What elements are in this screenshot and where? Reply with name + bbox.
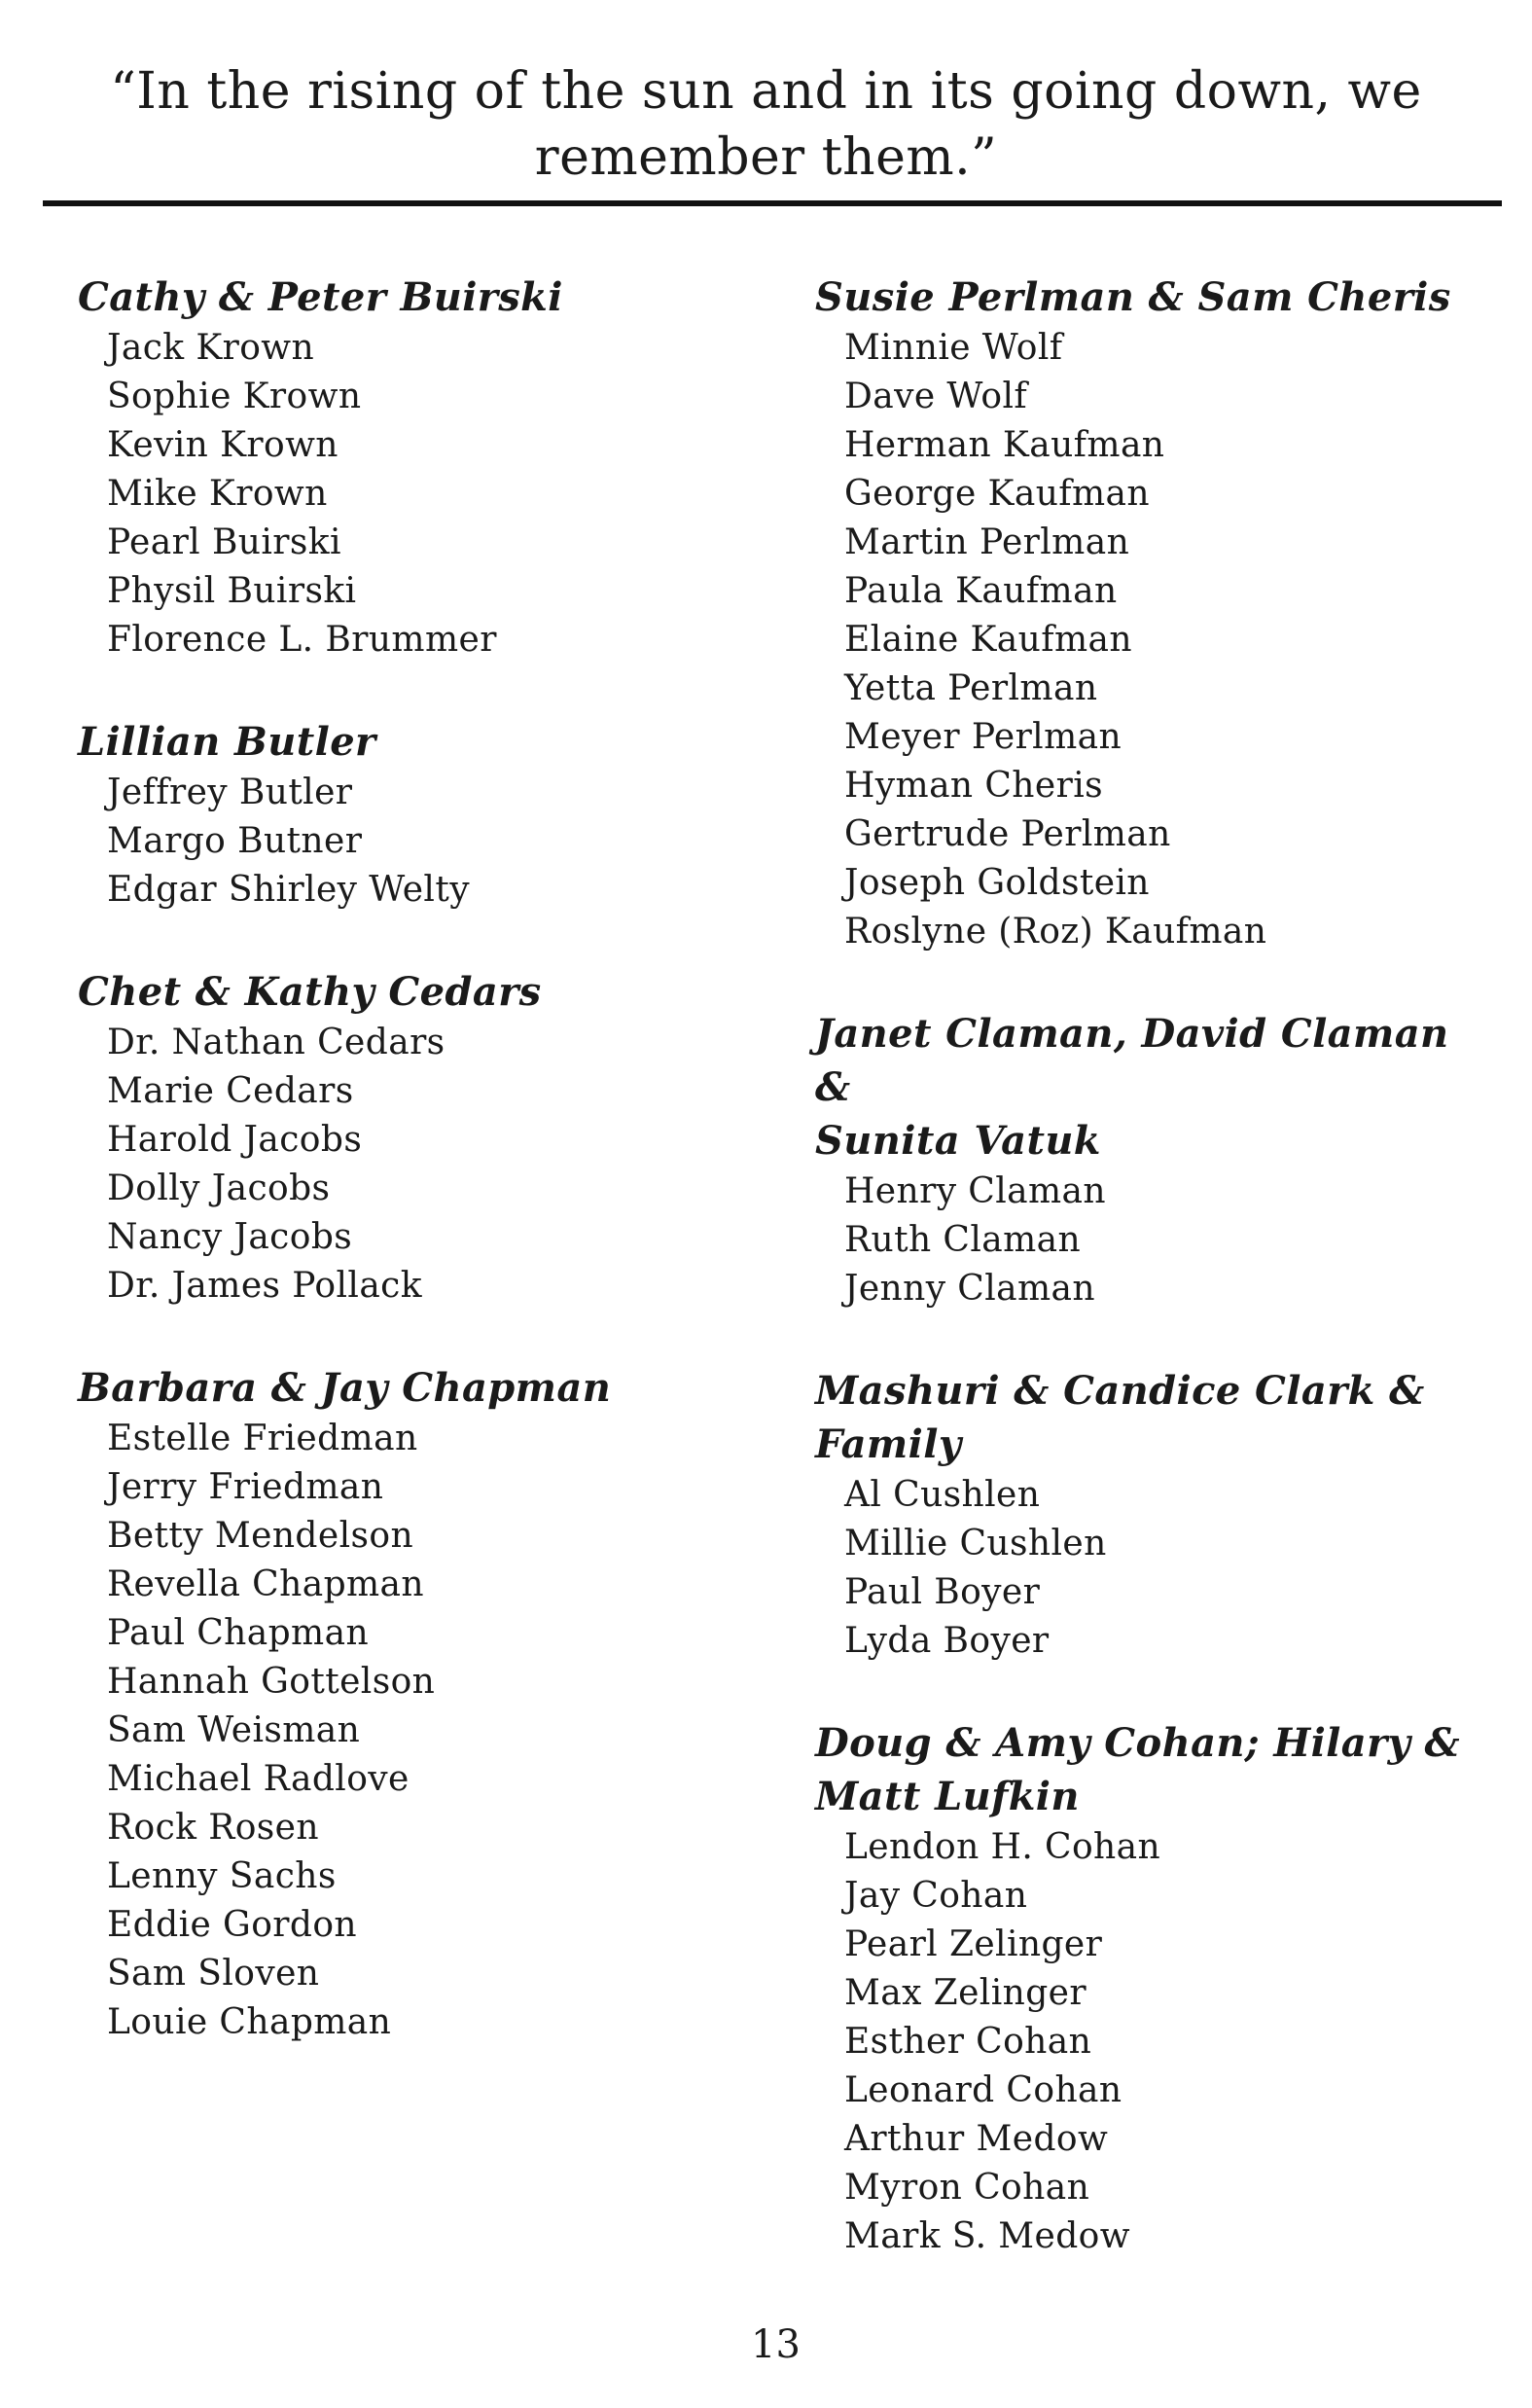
member-name: Jack Krown bbox=[107, 328, 315, 368]
header-divider bbox=[43, 200, 1502, 206]
member-name: George Kaufman bbox=[844, 474, 1150, 514]
member-name: Michael Radlove bbox=[107, 1759, 410, 1799]
member-name: Hyman Cheris bbox=[844, 766, 1103, 806]
group-title: Chet & Kathy Cedars bbox=[78, 969, 542, 1015]
member-name: Dolly Jacobs bbox=[107, 1168, 331, 1208]
member-name: Eddie Gordon bbox=[107, 1905, 357, 1945]
member-name: Jeffrey Butler bbox=[107, 773, 353, 812]
member-name: Joseph Goldstein bbox=[844, 863, 1150, 903]
member-name: Harold Jacobs bbox=[107, 1120, 363, 1160]
member-name: Kevin Krown bbox=[107, 425, 338, 465]
group-chapman bbox=[78, 1361, 759, 2047]
member-name: Meyer Perlman bbox=[844, 717, 1122, 757]
member-name: Florence L. Brummer bbox=[107, 620, 497, 660]
member-name: Paul Chapman bbox=[107, 1613, 370, 1653]
member-name: Rock Rosen bbox=[107, 1808, 319, 1848]
member-name: Esther Cohan bbox=[844, 2022, 1092, 2062]
group-buirski bbox=[78, 270, 759, 665]
page-number: 13 bbox=[751, 2322, 801, 2367]
quote-line-2: remember them.” bbox=[534, 128, 998, 187]
member-name: Millie Cushlen bbox=[844, 1524, 1107, 1563]
member-name: Paula Kaufman bbox=[844, 571, 1118, 611]
group-cedars bbox=[78, 965, 759, 1311]
member-name: Dave Wolf bbox=[844, 377, 1028, 416]
group-butler bbox=[78, 715, 759, 915]
group-title: Susie Perlman & Sam Cheris bbox=[815, 274, 1451, 320]
member-name: Louie Chapman bbox=[107, 2002, 392, 2042]
group-perlman-cheris bbox=[815, 270, 1496, 956]
member-name: Yetta Perlman bbox=[844, 668, 1098, 708]
member-name: Betty Mendelson bbox=[107, 1516, 414, 1556]
member-name: Nancy Jacobs bbox=[107, 1217, 353, 1257]
member-name: Hannah Gottelson bbox=[107, 1662, 436, 1702]
member-name: Roslyne (Roz) Kaufman bbox=[844, 912, 1267, 952]
member-name: Herman Kaufman bbox=[844, 425, 1165, 465]
member-name: Lenny Sachs bbox=[107, 1856, 337, 1896]
member-name: Sophie Krown bbox=[107, 377, 362, 416]
member-name: Al Cushlen bbox=[844, 1475, 1041, 1515]
group-title-line-2: Family bbox=[815, 1421, 962, 1467]
member-name: Marie Cedars bbox=[107, 1071, 354, 1111]
member-name: Ruth Claman bbox=[844, 1220, 1082, 1260]
group-title-line-1: Janet Claman, David Claman & bbox=[815, 1011, 1449, 1110]
group-claman bbox=[815, 1007, 1496, 1313]
member-name: Revella Chapman bbox=[107, 1564, 425, 1604]
member-name: Pearl Zelinger bbox=[844, 1924, 1103, 1964]
right-column bbox=[815, 270, 1496, 2312]
member-name: Lendon H. Cohan bbox=[844, 1827, 1161, 1867]
member-name: Arthur Medow bbox=[844, 2119, 1109, 2159]
member-name: Martin Perlman bbox=[844, 522, 1130, 562]
member-name: Edgar Shirley Welty bbox=[107, 870, 470, 910]
member-name: Mark S. Medow bbox=[844, 2216, 1130, 2256]
member-name: Paul Boyer bbox=[844, 1572, 1041, 1612]
group-title: Cathy & Peter Buirski bbox=[78, 274, 563, 320]
left-column bbox=[78, 270, 759, 2098]
member-name: Pearl Buirski bbox=[107, 522, 341, 562]
member-name: Jerry Friedman bbox=[107, 1467, 384, 1507]
quote-line-1: “In the rising of the sun and in its going down, we bbox=[110, 62, 1422, 121]
member-name: Sam Sloven bbox=[107, 1954, 320, 1994]
member-name: Estelle Friedman bbox=[107, 1419, 418, 1458]
member-name: Minnie Wolf bbox=[844, 328, 1063, 368]
memorial-quote bbox=[68, 58, 1464, 191]
group-cohan-lufkin bbox=[815, 1716, 1496, 2261]
member-name: Mike Krown bbox=[107, 474, 328, 514]
group-title-line-1: Doug & Amy Cohan; Hilary & bbox=[815, 1720, 1461, 1766]
group-title: Lillian Butler bbox=[78, 719, 376, 765]
member-name: Lyda Boyer bbox=[844, 1621, 1050, 1661]
group-title-line-2: Matt Lufkin bbox=[815, 1774, 1080, 1819]
member-name: Elaine Kaufman bbox=[844, 620, 1132, 660]
group-title: Barbara & Jay Chapman bbox=[78, 1365, 612, 1411]
group-clark bbox=[815, 1364, 1496, 1666]
member-name: Physil Buirski bbox=[107, 571, 357, 611]
member-name: Jenny Claman bbox=[844, 1269, 1095, 1309]
member-name: Margo Butner bbox=[107, 821, 363, 861]
member-name: Dr. James Pollack bbox=[107, 1266, 422, 1306]
member-name: Jay Cohan bbox=[844, 1876, 1028, 1916]
member-name: Dr. Nathan Cedars bbox=[107, 1023, 445, 1062]
member-name: Max Zelinger bbox=[844, 1973, 1087, 2013]
group-title-line-1: Mashuri & Candice Clark & bbox=[815, 1368, 1425, 1414]
member-name: Sam Weisman bbox=[107, 1710, 361, 1750]
member-name: Myron Cohan bbox=[844, 2168, 1090, 2208]
member-name: Leonard Cohan bbox=[844, 2070, 1122, 2110]
group-title-line-2: Sunita Vatuk bbox=[815, 1118, 1101, 1164]
member-name: Gertrude Perlman bbox=[844, 814, 1171, 854]
member-name: Henry Claman bbox=[844, 1171, 1106, 1211]
